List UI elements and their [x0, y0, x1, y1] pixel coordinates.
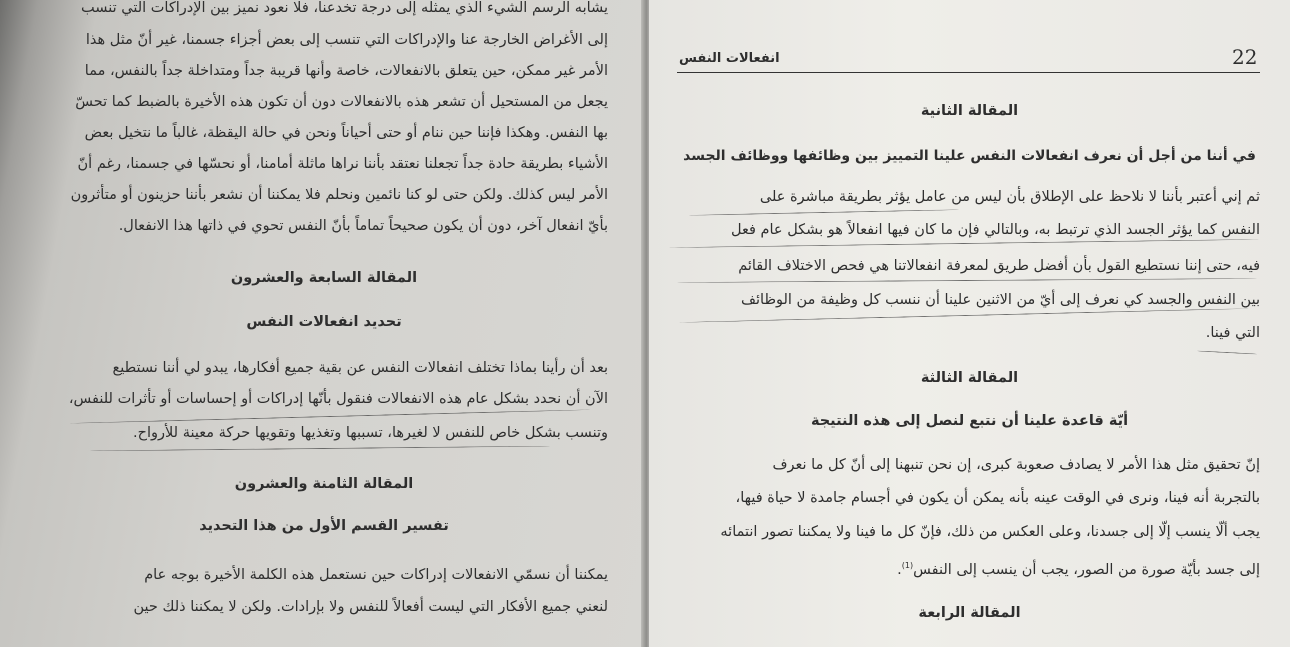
period: .: [897, 561, 902, 578]
text-line: التي فينا.: [1205, 325, 1260, 341]
text-line: إلى الأغراض الخارجة عنا والإدراكات التي تنسب إلى بعض أجزاء جسمنا، غير أنّ مثل هذا: [85, 32, 608, 48]
pencil-underline: [669, 239, 1259, 248]
footnote-marker: (1): [901, 561, 914, 570]
header-rule: [677, 72, 1260, 73]
text-line: الأمر ليس كذلك. ولكن حتى لو كنا نائمين ونحلم فلا يمكننا أن نشعر بأننا حزينون أو متأثرون: [70, 187, 608, 203]
article-28-title: تفسير القسم الأول من هذا التحديد: [199, 518, 449, 534]
text-line: بالتجربة أنه فينا، ونرى في الوقت عينه بأنه يمكن أن يكون في أجسام جامدة لا حياة فيها،: [735, 490, 1260, 506]
pencil-underline: [679, 308, 1249, 323]
article-28-heading: المقالة الثامنة والعشرون: [234, 476, 414, 492]
pencil-underline: [1197, 350, 1257, 354]
text-line: الأمر غير ممكن، حين يتعلق بالانفعالات، خاصة وأنها قريبة جداً ومتداخلة جداً بالنفس، مما: [84, 63, 608, 79]
article-3-title: أيّة قاعدة علينا أن نتبع لنصل إلى هذه النتيجة: [810, 413, 1129, 429]
text-line: يشابه الرسم الشيء الذي يمثله إلى درجة تخدعنا، فلا نعود نميز بين الإدراكات التي تنسب: [81, 0, 608, 16]
text-line: يمكننا أن نسمّي الانفعالات إدراكات حين نستعمل هذه الكلمة الأخيرة بوجه عام: [144, 567, 608, 583]
text-line: وتنسب بشكل خاص للنفس لا لغيرها، تسببها وتغذيها وتقويها حركة معينة للأرواح.: [133, 425, 608, 441]
text-line: يجب ألّا ينسب إلّا إلى جسدنا، وعلى العكس من ذلك، فإنّ كل ما فينا ولا يمكننا تصور انتمائه: [720, 524, 1260, 540]
text-line: ثم إني أعتبر بأننا لا نلاحظ على الإطلاق بأن ليس من عامل يؤثر بطريقة مباشرة على: [759, 189, 1260, 205]
text-line: بعد أن رأينا بماذا تختلف انفعالات النفس عن بقية جميع أفكارها، يبدو لي أننا نستطيع: [112, 360, 608, 376]
pencil-underline: [90, 446, 550, 452]
article-3-heading: المقالة الثالثة: [920, 370, 1019, 386]
text-line: الأشياء بطريقة حادة جداً تجعلنا نعتقد بأننا نراها ماثلة أمامنا، أو نحسّها في جسمنا، رغم أنّ: [77, 156, 608, 172]
text-line: النفس كما يؤثر الجسد الذي ترتبط به، وبالتالي فإن ما كان فيها انفعالاً هو بشكل عام فعل: [731, 222, 1260, 238]
text-line: بها النفس. وهكذا فإننا حين ننام أو حتى أحياناً ونحن في حالة اليقظة، غالباً ما نتخيل بعض: [84, 125, 608, 141]
article-27-heading: المقالة السابعة والعشرون: [230, 270, 418, 286]
text-line: الآن أن نحدد بشكل عام هذه الانفعالات فنقول بأنّها إدراكات أو إحساسات أو تأثرات للنفس،: [68, 391, 608, 407]
text-line: لنعني جميع الأفكار التي ليست أفعالاً للنفس ولا بإرادات. ولكن لا يمكننا ذلك حين: [133, 599, 608, 615]
text-line: يجعل من المستحيل أن تشعر هذه بالانفعالات دون أن تكون هذه الأخيرة بالضبط كما تحسّ: [75, 94, 608, 110]
text-line: فيه، حتى إننا نستطيع القول بأن أفضل طريق لمعرفة انفعالاتنا هي فحص الاختلاف القائم: [738, 258, 1260, 274]
article-4-heading: المقالة الرابعة: [918, 605, 1021, 621]
text-line: بأيّ انفعال آخر، دون أن يكون صحيحاً تماماً بأنّ النفس تحوي في ذاتها هذا الانفعال.: [118, 218, 608, 234]
running-title: انفعالات النفس: [679, 51, 780, 66]
page-number: 22: [1232, 45, 1258, 69]
text-line: بين النفس والجسد كي نعرف إلى أيّ من الاثنين علينا أن ننسب كل وظيفة من الوظائف: [740, 292, 1260, 308]
text-line: إنّ تحقيق مثل هذا الأمر لا يصادف صعوبة كبرى، إن نحن تنبهنا إلى أنّ كل ما نعرف: [772, 457, 1260, 473]
text-line: [897, 556, 1260, 580]
pencil-underline: [677, 278, 1257, 283]
right-book-page: [649, 0, 1290, 647]
article-2-heading: المقالة الثانية: [920, 103, 1019, 119]
article-2-title: في أننا من أجل أن نعرف انفعالات النفس علينا التمييز بين وظائفها ووظائف الجسد: [683, 148, 1256, 164]
pencil-underline: [70, 409, 590, 424]
text-line-content: إلى جسد بأيّة صورة من الصور، يجب أن ينسب إلى النفس: [913, 561, 1260, 578]
pencil-underline: [689, 209, 959, 216]
article-27-title: تحديد انفعالات النفس: [246, 314, 402, 330]
